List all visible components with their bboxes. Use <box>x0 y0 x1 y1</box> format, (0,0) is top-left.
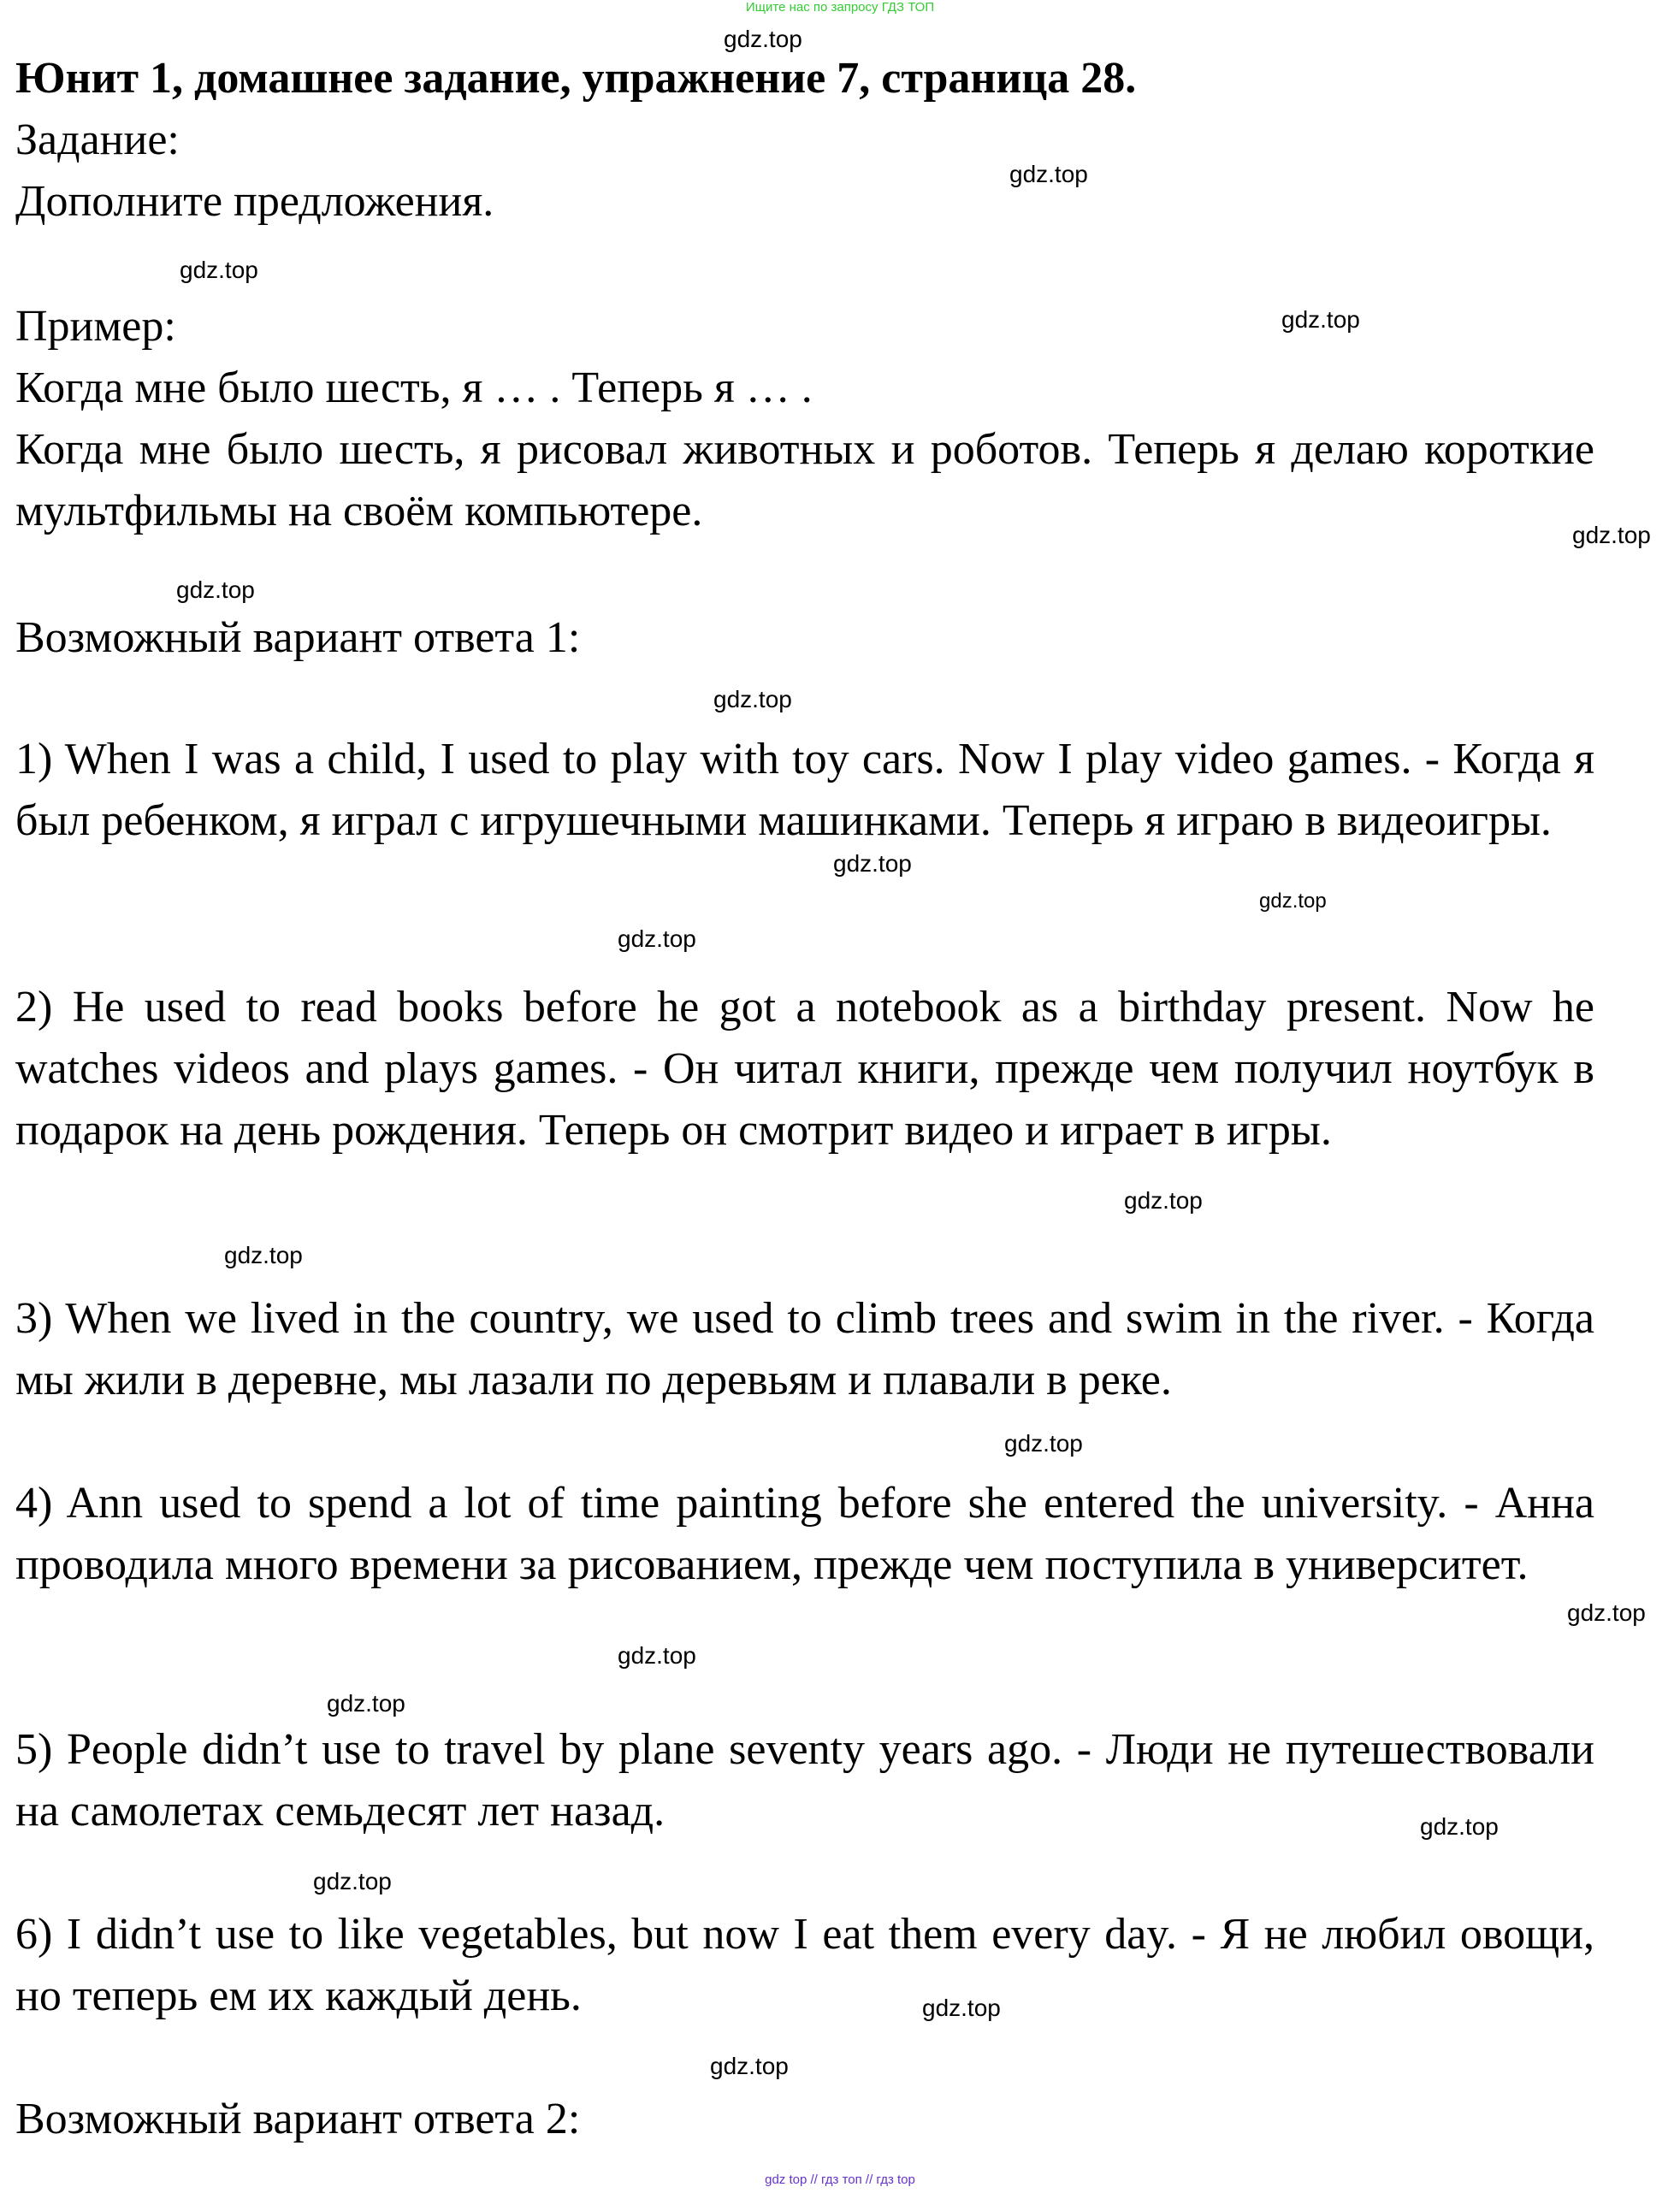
watermark: gdz.top <box>176 576 255 603</box>
watermark: gdz.top <box>1567 1599 1646 1626</box>
watermark: gdz.top <box>618 925 696 952</box>
watermark: gdz.top <box>1281 306 1360 333</box>
watermark: gdz.top <box>1004 1430 1083 1457</box>
variant1-label: Возможный вариант ответа 1: <box>15 613 581 662</box>
watermark: gdz.top <box>1009 161 1088 187</box>
task-text: Дополните предложения. <box>15 177 494 226</box>
watermark: gdz.top <box>224 1242 303 1268</box>
answer-item: 4) Ann used to spend a lot of time painting before she entered the university. - Анна проводила много времени за рисованием, прежде чем поступила в университет. <box>15 1479 1594 1589</box>
watermark: gdz.top <box>618 1642 696 1669</box>
answer-item: 5) People didn’t use to travel by plane seventy years ago. - Люди не путешествовали на самолетах семьдесят лет назад. <box>15 1725 1594 1835</box>
answer-item: 3) When we lived in the country, we used to climb trees and swim in the river. - Когда мы жили в деревне, мы лазали по деревьям и плавали в реке. <box>15 1294 1594 1404</box>
watermark: gdz.top <box>724 26 802 52</box>
watermark: gdz.top <box>1420 1813 1499 1840</box>
watermark: gdz.top <box>713 686 792 712</box>
watermark: gdz.top <box>327 1690 405 1717</box>
example-prompt: Когда мне было шесть, я … . Теперь я … . <box>15 364 813 412</box>
answer-item: 2) He used to read books before he got a notebook as a birthday present. Now he watches videos and plays games. - Он читал книги, прежде чем получил ноутбук в подарок на день рождения. Теперь он смотрит видео и играет в игры. <box>15 983 1594 1155</box>
watermark: gdz.top <box>180 257 258 283</box>
answer-item: 6) I didn’t use to like vegetables, but now I eat them every day. - Я не любил овощи, но теперь ем их каждый день. <box>15 1910 1594 2020</box>
answer-item: 1) When I was a child, I used to play with toy cars. Now I play video games. - Когда я был ребенком, я играл с игрушечными машинками. Теперь я играю в видеоигры. <box>15 735 1594 845</box>
watermark: gdz.top <box>1124 1187 1203 1214</box>
watermark: gdz.top <box>1259 890 1327 913</box>
watermark: gdz.top <box>1572 522 1651 548</box>
watermark: gdz.top <box>710 2053 789 2079</box>
variant2-label: Возможный вариант ответа 2: <box>15 2095 581 2143</box>
example-answer: Когда мне было шесть, я рисовал животных и роботов. Теперь я делаю короткие мультфильмы на своём компьютере. <box>15 425 1594 535</box>
watermark: gdz.top <box>833 850 912 877</box>
task-label: Задание: <box>15 115 180 164</box>
top-banner: Ищите нас по запросу ГДЗ ТОП <box>745 0 935 15</box>
watermark: gdz.top <box>922 1995 1001 2021</box>
watermark: gdz.top <box>313 1868 392 1894</box>
example-label: Пример: <box>15 302 176 351</box>
page-title: Юнит 1, домашнее задание, упражнение 7, страница 28. <box>15 54 1137 103</box>
bottom-banner: gdz top // гдз топ // гдз top <box>765 2172 915 2187</box>
